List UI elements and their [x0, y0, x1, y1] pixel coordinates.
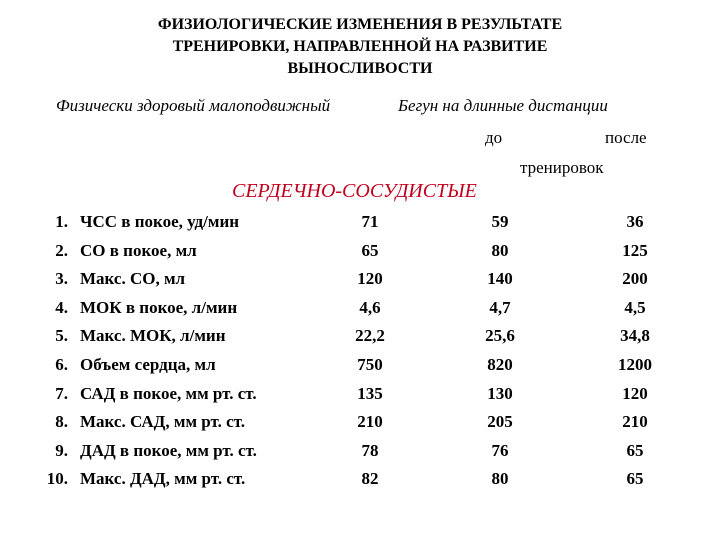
- value-before: 205: [487, 412, 513, 432]
- column-header-after: после: [605, 128, 647, 147]
- value-before: 140: [487, 269, 513, 289]
- value-after: 200: [622, 269, 648, 289]
- value-before: 80: [491, 240, 509, 260]
- row-label: Объем сердца, мл: [80, 354, 216, 374]
- row-number: 5.: [55, 326, 68, 346]
- data-table: [0, 208, 720, 494]
- value-after: 4,5: [624, 297, 646, 317]
- column-header-sedentary: Физически здоровый малоподвижный: [56, 96, 331, 115]
- table-row: [0, 437, 720, 466]
- value-sedentary: 22,2: [355, 326, 385, 346]
- value-after: 120: [622, 383, 648, 403]
- table-row: [0, 322, 720, 351]
- table-row: [0, 237, 720, 266]
- row-number: 9.: [55, 440, 68, 460]
- value-after: 65: [626, 440, 644, 460]
- section-heading: СЕРДЕЧНО-СОСУДИСТЫЕ: [232, 180, 477, 202]
- value-sedentary: 78: [361, 440, 379, 460]
- title-line-3: ВЫНОСЛИВОСТИ: [287, 60, 433, 77]
- table-row: [0, 351, 720, 380]
- row-label: Макс. САД, мм рт. ст.: [80, 412, 245, 432]
- table-row: [0, 294, 720, 323]
- value-before: 820: [487, 354, 513, 374]
- table-row: [0, 208, 720, 237]
- value-before: 80: [491, 469, 509, 489]
- row-number: 1.: [55, 212, 68, 231]
- table-row: [0, 380, 720, 409]
- value-after: 125: [622, 240, 648, 260]
- value-before: 76: [491, 440, 509, 460]
- value-sedentary: 120: [357, 269, 383, 289]
- title-line-2: ТРЕНИРОВКИ, НАПРАВЛЕННОЙ НА РАЗВИТИЕ: [172, 38, 548, 55]
- row-label: ДАД в покое, мм рт. ст.: [80, 440, 257, 460]
- column-header-before: до: [485, 128, 503, 147]
- value-before: 4,7: [489, 297, 511, 317]
- row-label: Макс. СО, мл: [80, 269, 186, 289]
- value-sedentary: 135: [357, 383, 383, 403]
- row-number: 7.: [55, 383, 68, 403]
- value-after: 34,8: [620, 326, 650, 346]
- row-label: САД в покое, мм рт. ст.: [80, 383, 257, 403]
- row-label: СО в покое, мл: [80, 240, 197, 260]
- row-number: 8.: [55, 412, 68, 432]
- row-label: Макс. ДАД, мм рт. ст.: [80, 469, 246, 489]
- value-sedentary: 210: [357, 412, 383, 432]
- table-row: [0, 465, 720, 494]
- value-after: 210: [622, 412, 648, 432]
- value-sedentary: 750: [357, 354, 383, 374]
- value-after: 1200: [618, 354, 652, 374]
- row-number: 10.: [46, 469, 68, 489]
- row-number: 4.: [55, 297, 68, 317]
- row-number: 3.: [55, 269, 68, 289]
- value-before: 130: [487, 383, 513, 403]
- value-before: 25,6: [485, 326, 515, 346]
- table-row: [0, 408, 720, 437]
- value-sedentary: 71: [361, 212, 379, 231]
- row-label: ЧСС в покое, уд/мин: [80, 212, 240, 231]
- row-number: 6.: [55, 354, 68, 374]
- value-after: 36: [626, 212, 644, 231]
- value-sedentary: 4,6: [359, 297, 381, 317]
- row-label: Макс. МОК, л/мин: [80, 326, 226, 346]
- value-sedentary: 65: [361, 240, 379, 260]
- value-before: 59: [491, 212, 509, 231]
- row-label: МОК в покое, л/мин: [80, 297, 238, 317]
- table-row: [0, 265, 720, 294]
- title-line-1: ФИЗИОЛОГИЧЕСКИЕ ИЗМЕНЕНИЯ В РЕЗУЛЬТАТЕ: [157, 16, 563, 33]
- column-header-trainings: тренировок: [520, 158, 604, 177]
- column-header-runner: Бегун на длинные дистанции: [398, 96, 608, 115]
- value-after: 65: [626, 469, 644, 489]
- row-number: 2.: [55, 240, 68, 260]
- value-sedentary: 82: [361, 469, 379, 489]
- page-title: [60, 14, 660, 80]
